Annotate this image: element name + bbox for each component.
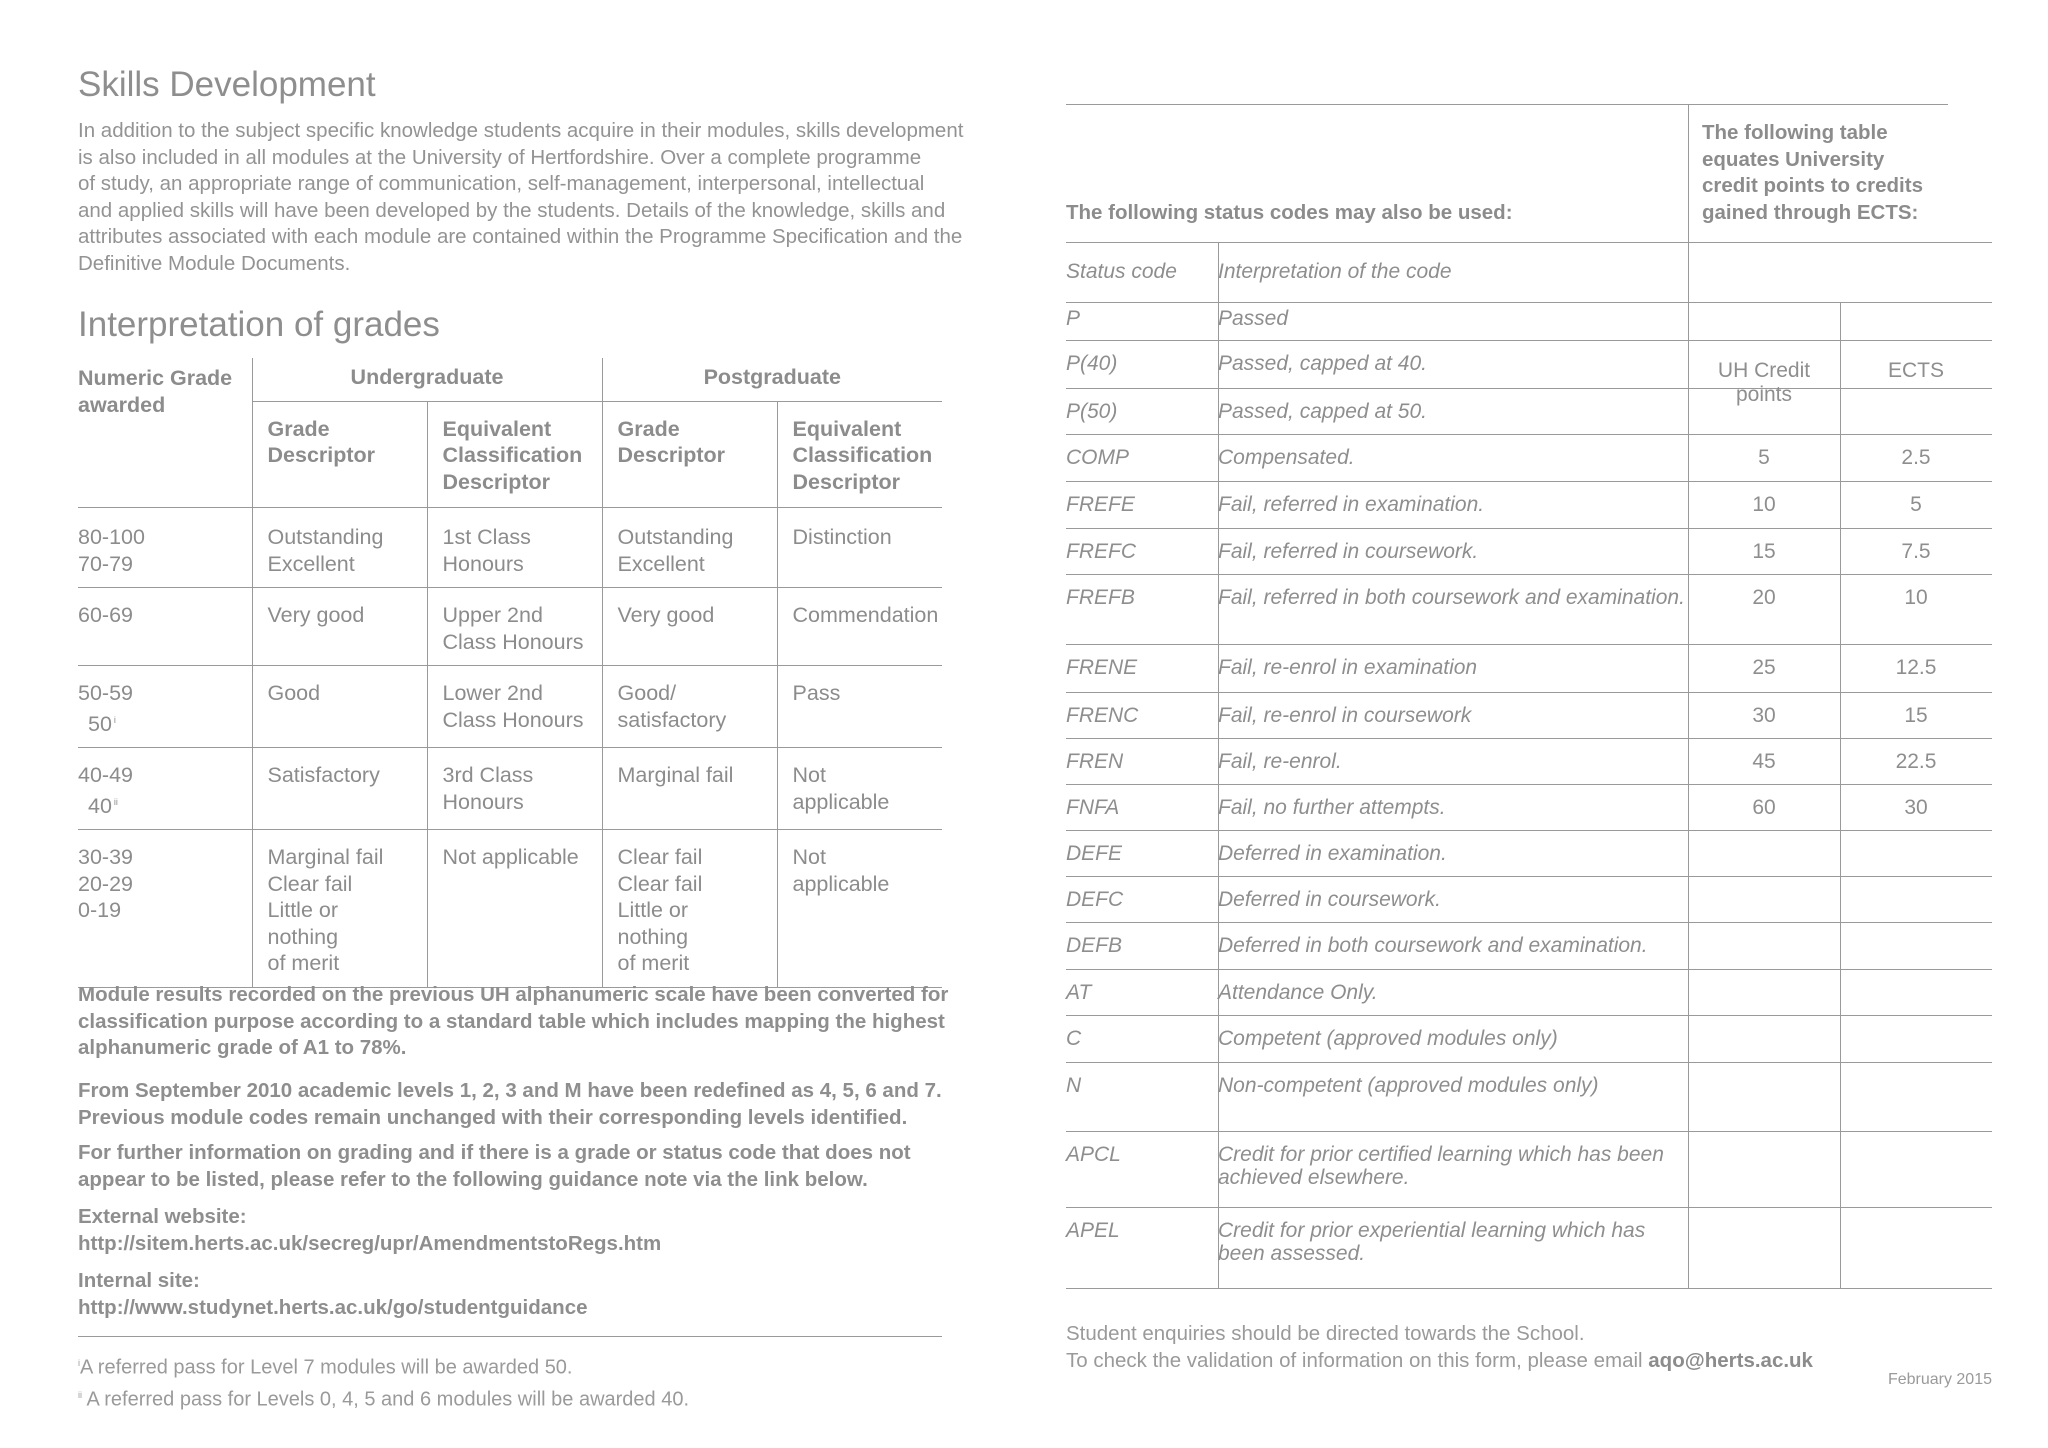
ug-equiv: Upper 2nd (442, 603, 543, 627)
footnote-divider (78, 1336, 942, 1337)
status-heading: The following status codes may also be used: (1066, 201, 1513, 224)
pg-equivalent-header: Equivalent Classification Descriptor (777, 401, 942, 508)
grade-row (78, 748, 942, 830)
uh-credit-value: 30 (1752, 704, 1776, 727)
row-rule (1066, 340, 1992, 341)
ug-grade: Outstanding (267, 525, 384, 549)
status-code: DEFB (1066, 934, 1123, 957)
status-code: P(50) (1066, 400, 1118, 423)
ects-value: 12.5 (1895, 656, 1937, 679)
status-interpretation: Fail, no further attempts. (1218, 796, 1446, 819)
numeric-value: 30-39 (78, 845, 133, 870)
pg-equiv: Not applicable (792, 763, 890, 814)
pg-grade: Clear fail (617, 845, 703, 870)
footnote (78, 1382, 689, 1414)
skills-line: and applied skills will have been developed by the students. Details of the knowledge, skills and (78, 198, 946, 222)
skills-paragraph (78, 118, 1018, 277)
interpretation-column-header: Interpretation of the code (1218, 260, 1452, 283)
note-line: alphanumeric grade of A1 to 78%. (78, 1036, 407, 1059)
external-link[interactable]: http://sitem.herts.ac.uk/secreg/upr/AmendmentstoRegs.htm (78, 1231, 662, 1255)
ug-equivalent-header: Equivalent Classification Descriptor (427, 401, 602, 508)
status-code: P (1066, 307, 1081, 330)
header-rule (1066, 242, 1992, 243)
ects-value: 30 (1904, 796, 1928, 819)
row-rule (1066, 692, 1992, 693)
ects-column-header: ECTS (1887, 359, 1944, 382)
ug-equiv: 1st Class (442, 525, 531, 549)
status-code: N (1066, 1074, 1082, 1097)
enquiries-line: Student enquiries should be directed towards the School. (1066, 1322, 1585, 1345)
numeric-value: 20-29 (78, 871, 133, 896)
ects-value: 10 (1904, 586, 1928, 609)
uh-credit-value: 45 (1752, 750, 1776, 773)
status-code: FREFE (1066, 493, 1135, 516)
ug-grade-descriptor-header: Grade Descriptor (252, 401, 427, 508)
row-rule (1066, 1288, 1992, 1289)
grade-row (78, 830, 942, 988)
internal-link[interactable]: http://www.studynet.herts.ac.uk/go/studentguidance (78, 1295, 588, 1319)
status-code: FREFB (1066, 586, 1135, 609)
ug-equiv: Not applicable (442, 845, 579, 870)
postgraduate-header: Postgraduate (602, 358, 942, 401)
numeric-value: 0-19 (78, 898, 122, 923)
status-code: C (1066, 1027, 1082, 1050)
status-interpretation: Deferred in examination. (1218, 842, 1447, 865)
status-interpretation: Deferred in coursework. (1218, 888, 1441, 911)
row-rule (1066, 784, 1992, 785)
footnote (78, 1350, 689, 1382)
footnote-mark: ii (113, 796, 118, 807)
numeric-grade-header: Numeric Grade awarded (78, 366, 233, 417)
note-line: classification purpose according to a standard table which includes mapping the highest (78, 1009, 945, 1033)
row-rule (1066, 1131, 1992, 1132)
numeric-value: 60-69 (78, 603, 133, 627)
pg-grade: of merit (617, 951, 690, 976)
pg-equiv: Distinction (792, 525, 892, 549)
external-label: External website: (78, 1205, 247, 1228)
credits-heading: The following table equates University credit points to credits gained through ECTS: (1702, 121, 1923, 224)
footnote-text: A referred pass for Levels 0, 4, 5 and 6 modules will be awarded 40. (86, 1388, 690, 1411)
ects-value: 22.5 (1895, 750, 1937, 773)
status-interpretation: Attendance Only. (1218, 981, 1378, 1004)
numeric-value: 50-59 (78, 681, 133, 705)
ects-value: 5 (1910, 493, 1922, 516)
status-interpretation: Deferred in both coursework and examination. (1218, 934, 1648, 957)
row-rule (1066, 302, 1992, 303)
credits-column-divider (1688, 104, 1689, 1288)
status-code: FREFC (1066, 540, 1136, 563)
status-code: FRENE (1066, 656, 1138, 679)
numeric-value: 40 (88, 793, 112, 818)
status-code: AT (1066, 981, 1092, 1004)
status-interpretation: Fail, referred in coursework. (1218, 540, 1479, 563)
ug-equiv: Honours (442, 551, 524, 576)
validation-line (1066, 1347, 1813, 1374)
note-line: Module results recorded on the previous UH alphanumeric scale have been converted for (78, 983, 949, 1006)
row-rule (1066, 1062, 1992, 1063)
ug-grade: Very good (267, 603, 365, 627)
ects-value: 7.5 (1901, 540, 1931, 563)
row-rule (1066, 876, 1992, 877)
uh-credit-value: 60 (1752, 796, 1776, 819)
grade-row (78, 508, 942, 588)
row-rule (1066, 738, 1992, 739)
uh-credit-value: 5 (1758, 446, 1770, 469)
row-rule (1066, 388, 1992, 389)
uh-credit-value: 10 (1752, 493, 1776, 516)
numeric-value: 70-79 (78, 551, 133, 576)
skills-line: of study, an appropriate range of communication, self-management, interpersonal, intellectual (78, 172, 925, 195)
row-rule (1066, 528, 1992, 529)
numeric-value: 50 (88, 711, 112, 736)
pg-equiv: Pass (792, 681, 841, 705)
numeric-value: 40-49 (78, 763, 133, 788)
ug-equiv: Lower 2nd (442, 681, 543, 705)
ug-equiv: Class Honours (442, 707, 584, 732)
undergraduate-header: Undergraduate (252, 358, 602, 401)
pg-grade: Little or nothing (617, 898, 689, 949)
skills-title: Skills Development (78, 65, 376, 104)
row-rule (1066, 644, 1992, 645)
grades-title: Interpretation of grades (78, 305, 440, 344)
ects-value: 2.5 (1901, 446, 1931, 469)
row-rule (1066, 434, 1992, 435)
status-code: DEFC (1066, 888, 1124, 911)
pg-grade: Clear fail (617, 871, 703, 896)
grade-row (78, 666, 942, 748)
pg-grade: Marginal fail (617, 763, 734, 788)
status-code: FRENC (1066, 704, 1139, 727)
internal-label: Internal site: (78, 1269, 200, 1292)
status-code: FNFA (1066, 796, 1120, 819)
status-interpretation: Credit for prior certified learning which has been achieved elsewhere. (1218, 1143, 1664, 1189)
row-rule (1066, 1015, 1992, 1016)
status-interpretation: Competent (approved modules only) (1218, 1027, 1558, 1050)
note-line: From September 2010 academic levels 1, 2, 3 and M have been redefined as 4, 5, 6 and 7. (78, 1079, 942, 1102)
note-line: Previous module codes remain unchanged with their corresponding levels identified. (78, 1105, 908, 1129)
pg-grade-descriptor-header: Grade Descriptor (602, 401, 777, 508)
status-code: FREN (1066, 750, 1124, 773)
levels-note (78, 1078, 978, 1131)
enquiries (1066, 1320, 1813, 1374)
row-rule (1066, 969, 1992, 970)
row-rule (1066, 830, 1992, 831)
validation-text: To check the validation of information on this form, please email (1066, 1349, 1649, 1372)
status-code: APEL (1066, 1219, 1120, 1242)
external-website (78, 1204, 978, 1257)
ug-equiv: Honours (442, 789, 524, 814)
status-code-column-header: Status code (1066, 260, 1177, 283)
status-code: P(40) (1066, 352, 1118, 375)
status-interpretation: Fail, re-enrol in examination (1218, 656, 1478, 679)
status-interpretation: Non-competent (approved modules only) (1218, 1074, 1599, 1097)
pg-grade: satisfactory (617, 707, 727, 732)
numeric-value: 80-100 (78, 525, 145, 549)
footnote-mark: i (113, 714, 116, 725)
pg-equiv: Commendation (792, 603, 939, 627)
row-rule (1066, 481, 1992, 482)
skills-line: is also included in all modules at the University of Hertfordshire. Over a complete programme (78, 145, 922, 169)
skills-line: In addition to the subject specific knowledge students acquire in their modules, skills development (78, 119, 964, 142)
ug-grade: Marginal fail (267, 845, 384, 870)
pg-grade: Very good (617, 603, 715, 627)
pg-grade: Excellent (617, 551, 705, 576)
ug-grade: Satisfactory (267, 763, 380, 788)
ug-equiv: 3rd Class (442, 763, 534, 788)
status-interpretation: Fail, re-enrol. (1218, 750, 1342, 773)
ects-value: 15 (1904, 704, 1928, 727)
table-top-rule (1066, 104, 1948, 105)
pg-grade: Good/ (617, 681, 677, 705)
footnotes (78, 1350, 689, 1413)
note-line: For further information on grading and if there is a grade or status code that does not (78, 1141, 911, 1164)
status-interpretation: Compensated. (1218, 446, 1355, 469)
uh-credit-value: 25 (1752, 656, 1776, 679)
status-interpretation: Credit for prior experiential learning which has been assessed. (1218, 1219, 1646, 1265)
row-rule (1066, 922, 1992, 923)
status-interpretation: Fail, re-enrol in coursework (1218, 704, 1472, 727)
ug-grade: of merit (267, 951, 340, 976)
grade-row (78, 588, 942, 666)
ug-equiv: Class Honours (442, 629, 584, 654)
status-interpretation: Passed (1218, 307, 1289, 330)
footnote-mark: ii (78, 1389, 82, 1400)
status-code: COMP (1066, 446, 1129, 469)
note-line: appear to be listed, please refer to the following guidance note via the link below. (78, 1167, 868, 1191)
ug-grade: Clear fail (267, 871, 353, 896)
status-code: APCL (1066, 1143, 1121, 1166)
guidance-note (78, 1140, 978, 1193)
conversion-note (78, 982, 978, 1062)
row-rule (1066, 1207, 1992, 1208)
status-interpretation: Passed, capped at 50. (1218, 400, 1427, 423)
status-code: DEFE (1066, 842, 1123, 865)
skills-line: Definitive Module Documents. (78, 251, 351, 275)
pg-equiv: Not applicable (792, 845, 890, 896)
document-date: February 2015 (1887, 1371, 1992, 1388)
ug-grade: Good (267, 681, 321, 705)
skills-line: attributes associated with each module are contained within the Programme Specification and the (78, 225, 963, 248)
contact-email-link[interactable]: aqo@herts.ac.uk (1648, 1349, 1813, 1372)
status-interpretation: Fail, referred in examination. (1218, 493, 1485, 516)
status-interpretation: Passed, capped at 40. (1218, 352, 1427, 375)
pg-grade: Outstanding (617, 525, 734, 549)
uh-credit-value: 15 (1752, 540, 1776, 563)
footnote-mark: i (78, 1358, 80, 1368)
internal-site (78, 1268, 978, 1321)
ug-grade: Little or nothing (267, 898, 339, 949)
uh-credit-column-header: UH Credit points (1717, 359, 1811, 406)
grades-table (78, 358, 942, 988)
status-interpretation: Fail, referred in both coursework and examination. (1218, 586, 1685, 609)
uh-credit-value: 20 (1752, 586, 1776, 609)
footnote-text: A referred pass for Level 7 modules will be awarded 50. (80, 1356, 573, 1379)
row-rule (1066, 574, 1992, 575)
ug-grade: Excellent (267, 551, 355, 576)
